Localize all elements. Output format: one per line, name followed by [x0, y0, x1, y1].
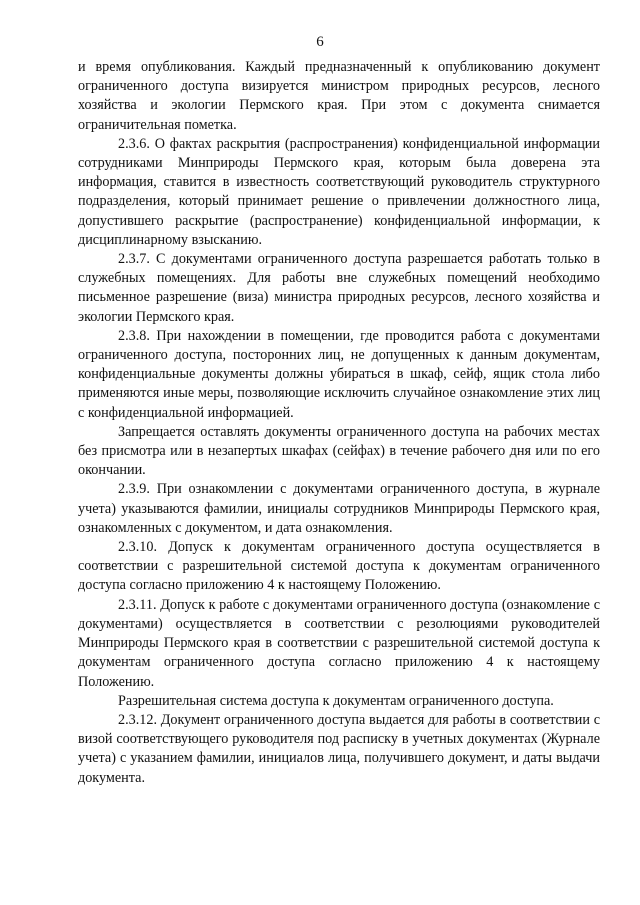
paragraph-continuation: и время опубликования. Каждый предназначенный к опубликованию документ ограниченного доступа визируется министром природных ресурсов, лесного хозяйства и экологии Пермского края. При этом с документа снимается ограничительная пометка.	[78, 59, 600, 133]
paragraph-2-3-7: 2.3.7. С документами ограниченного доступа разрешается работать только в служебных помещениях. Для работы вне служебных помещений необходимо письменное разрешение (виза) министра природных ресурсов, лесного хозяйства и экологии Пермского края.	[78, 251, 600, 325]
paragraph-prohibition: Запрещается оставлять документы ограниченного доступа на рабочих местах без присмотра или в незапертых шкафах (сейфах) в течение рабочего дня или по его окончании.	[78, 423, 600, 479]
paragraph-2-3-12: 2.3.12. Документ ограниченного доступа выдается для работы в соответствии с визой соответствующего руководителя под расписку в учетных документах (Журнале учета) с указанием фамилии, инициалов лица, получившего документ, и даты выдачи документа.	[78, 711, 600, 786]
page-number: 6	[316, 34, 324, 50]
paragraph-2-3-11: 2.3.11. Допуск к работе с документами ограниченного доступа (ознакомление с документами) осуществляется в соответствии с резолюциями руководителей Минприроды Пермского края в соответствии с разрешительной системой доступа к документам ограниченного доступа согласно приложению 4 к настоящему Положению.	[78, 596, 600, 690]
paragraph-2-3-9: 2.3.9. При ознакомлении с документами ограниченного доступа, в журнале учета) указываются фамилии, инициалы сотрудников Минприроды Пермского края, ознакомленных с документом, и дата ознакомления.	[78, 481, 600, 536]
paragraph-access-system: Разрешительная система доступа к документам ограниченного доступа.	[118, 692, 554, 709]
document-body	[78, 58, 600, 788]
paragraph-2-3-6: 2.3.6. О фактах раскрытия (распространения) конфиденциальной информации сотрудниками Минприроды Пермского края, которым была доверена эта информация, ставится в известность соответствующий руководитель структурного подразделения, который принимает решение о привлечении должностного лица, допустившего раскрытие (распространение) конфиденциальной информации, к дисциплинарному взысканию.	[78, 135, 600, 248]
paragraph-2-3-10: 2.3.10. Допуск к документам ограниченного доступа осуществляется в соответствии с разрешительной системой доступа к документам ограниченного доступа согласно приложению 4 к настоящему Положению.	[78, 539, 600, 594]
paragraph-2-3-8: 2.3.8. При нахождении в помещении, где проводится работа с документами ограниченного доступа, посторонних лиц, не допущенных к данным документам, конфиденциальные документы должны убираться в шкаф, сейф, ящик стола либо применяются иные меры, позволяющие исключить случайное ознакомление этих лиц с конфиденциальной информацией.	[78, 327, 600, 421]
